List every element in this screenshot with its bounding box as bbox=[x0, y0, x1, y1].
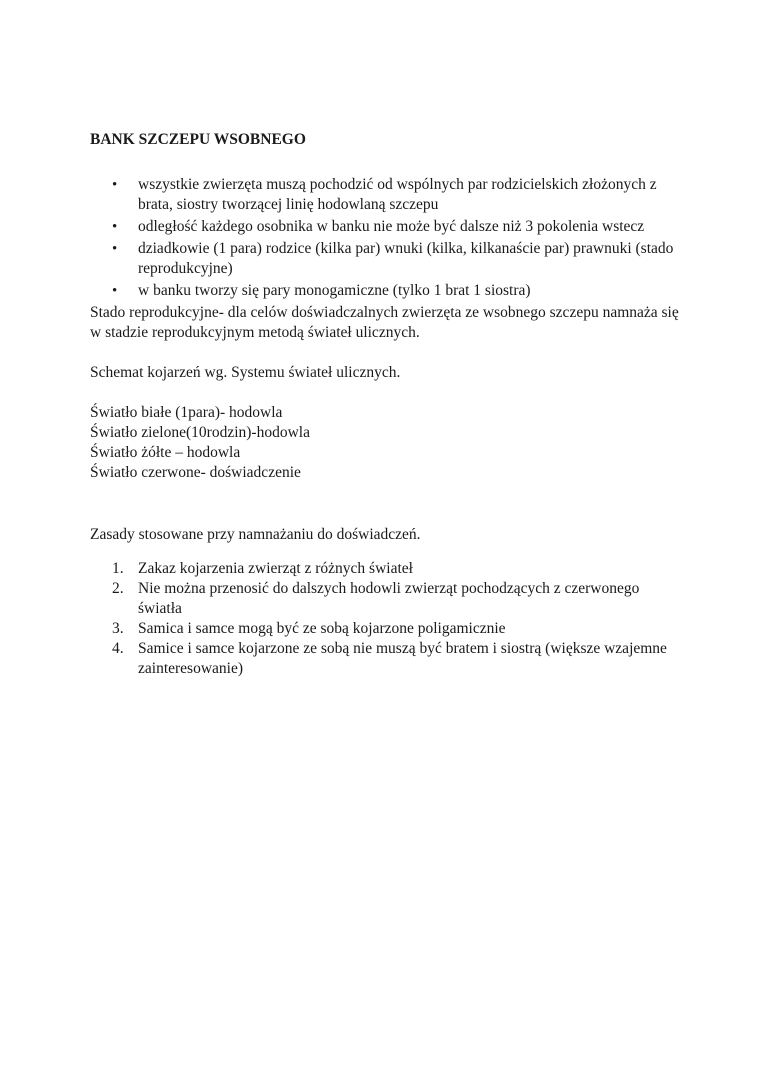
spacer bbox=[90, 383, 680, 403]
rule-text: Samice i samce kojarzone ze sobą nie muszą być bratem i siostrą (większe wzajemne zainteresowanie) bbox=[138, 640, 667, 677]
stado-paragraph: Stado reprodukcyjne- dla celów doświadczalnych zwierzęta ze wsobnego szczepu namnaża się w stadzie reprodukcyjnym metodą świateł ulicznych. bbox=[90, 304, 679, 341]
rule-number: 3. bbox=[112, 620, 124, 637]
list-item bbox=[90, 639, 680, 679]
lights-list bbox=[90, 403, 680, 483]
light-line: Światło białe (1para)- hodowla bbox=[90, 404, 283, 421]
spacer bbox=[90, 483, 680, 525]
spacer bbox=[90, 343, 680, 363]
list-item-text: w banku tworzy się pary monogamiczne (tylko 1 brat 1 siostra) bbox=[138, 282, 531, 299]
rules-list bbox=[90, 559, 680, 679]
bullet-list bbox=[90, 175, 680, 301]
list-item bbox=[90, 579, 680, 619]
list-item-text: wszystkie zwierzęta muszą pochodzić od wspólnych par rodzicielskich złożonych z brata, siostry tworzącej linię hodowlaną szczepu bbox=[138, 176, 657, 213]
light-line: Światło zielone(10rodzin)-hodowla bbox=[90, 424, 310, 441]
document-content bbox=[90, 130, 680, 679]
list-item bbox=[90, 217, 680, 237]
zasady-heading: Zasady stosowane przy namnażaniu do doświadczeń. bbox=[90, 526, 421, 543]
bullet-icon: • bbox=[112, 219, 118, 235]
schemat-heading: Schemat kojarzeń wg. Systemu świateł ulicznych. bbox=[90, 364, 401, 381]
bullet-icon: • bbox=[112, 241, 118, 257]
list-item bbox=[90, 619, 680, 639]
document-title: BANK SZCZEPU WSOBNEGO bbox=[90, 131, 306, 148]
list-item-text: dziadkowie (1 para) rodzice (kilka par) wnuki (kilka, kilkanaście par) prawnuki (stado reprodukcyjne) bbox=[138, 240, 674, 277]
rule-text: Zakaz kojarzenia zwierząt z różnych świateł bbox=[138, 560, 413, 577]
light-line: Światło żółte – hodowla bbox=[90, 444, 241, 461]
rule-text: Nie można przenosić do dalszych hodowli zwierząt pochodzących z czerwonego światła bbox=[138, 580, 640, 617]
rule-number: 4. bbox=[112, 640, 124, 657]
list-item bbox=[90, 281, 680, 301]
list-item-text: odległość każdego osobnika w banku nie może być dalsze niż 3 pokolenia wstecz bbox=[138, 218, 645, 235]
list-item bbox=[90, 175, 680, 215]
list-item bbox=[90, 559, 680, 579]
bullet-icon: • bbox=[112, 283, 118, 299]
light-line: Światło czerwone- doświadczenie bbox=[90, 464, 301, 481]
list-item bbox=[90, 239, 680, 279]
rule-text: Samica i samce mogą być ze sobą kojarzone poligamicznie bbox=[138, 620, 506, 637]
rule-number: 2. bbox=[112, 580, 124, 597]
bullet-icon: • bbox=[112, 177, 118, 193]
rule-number: 1. bbox=[112, 560, 124, 577]
